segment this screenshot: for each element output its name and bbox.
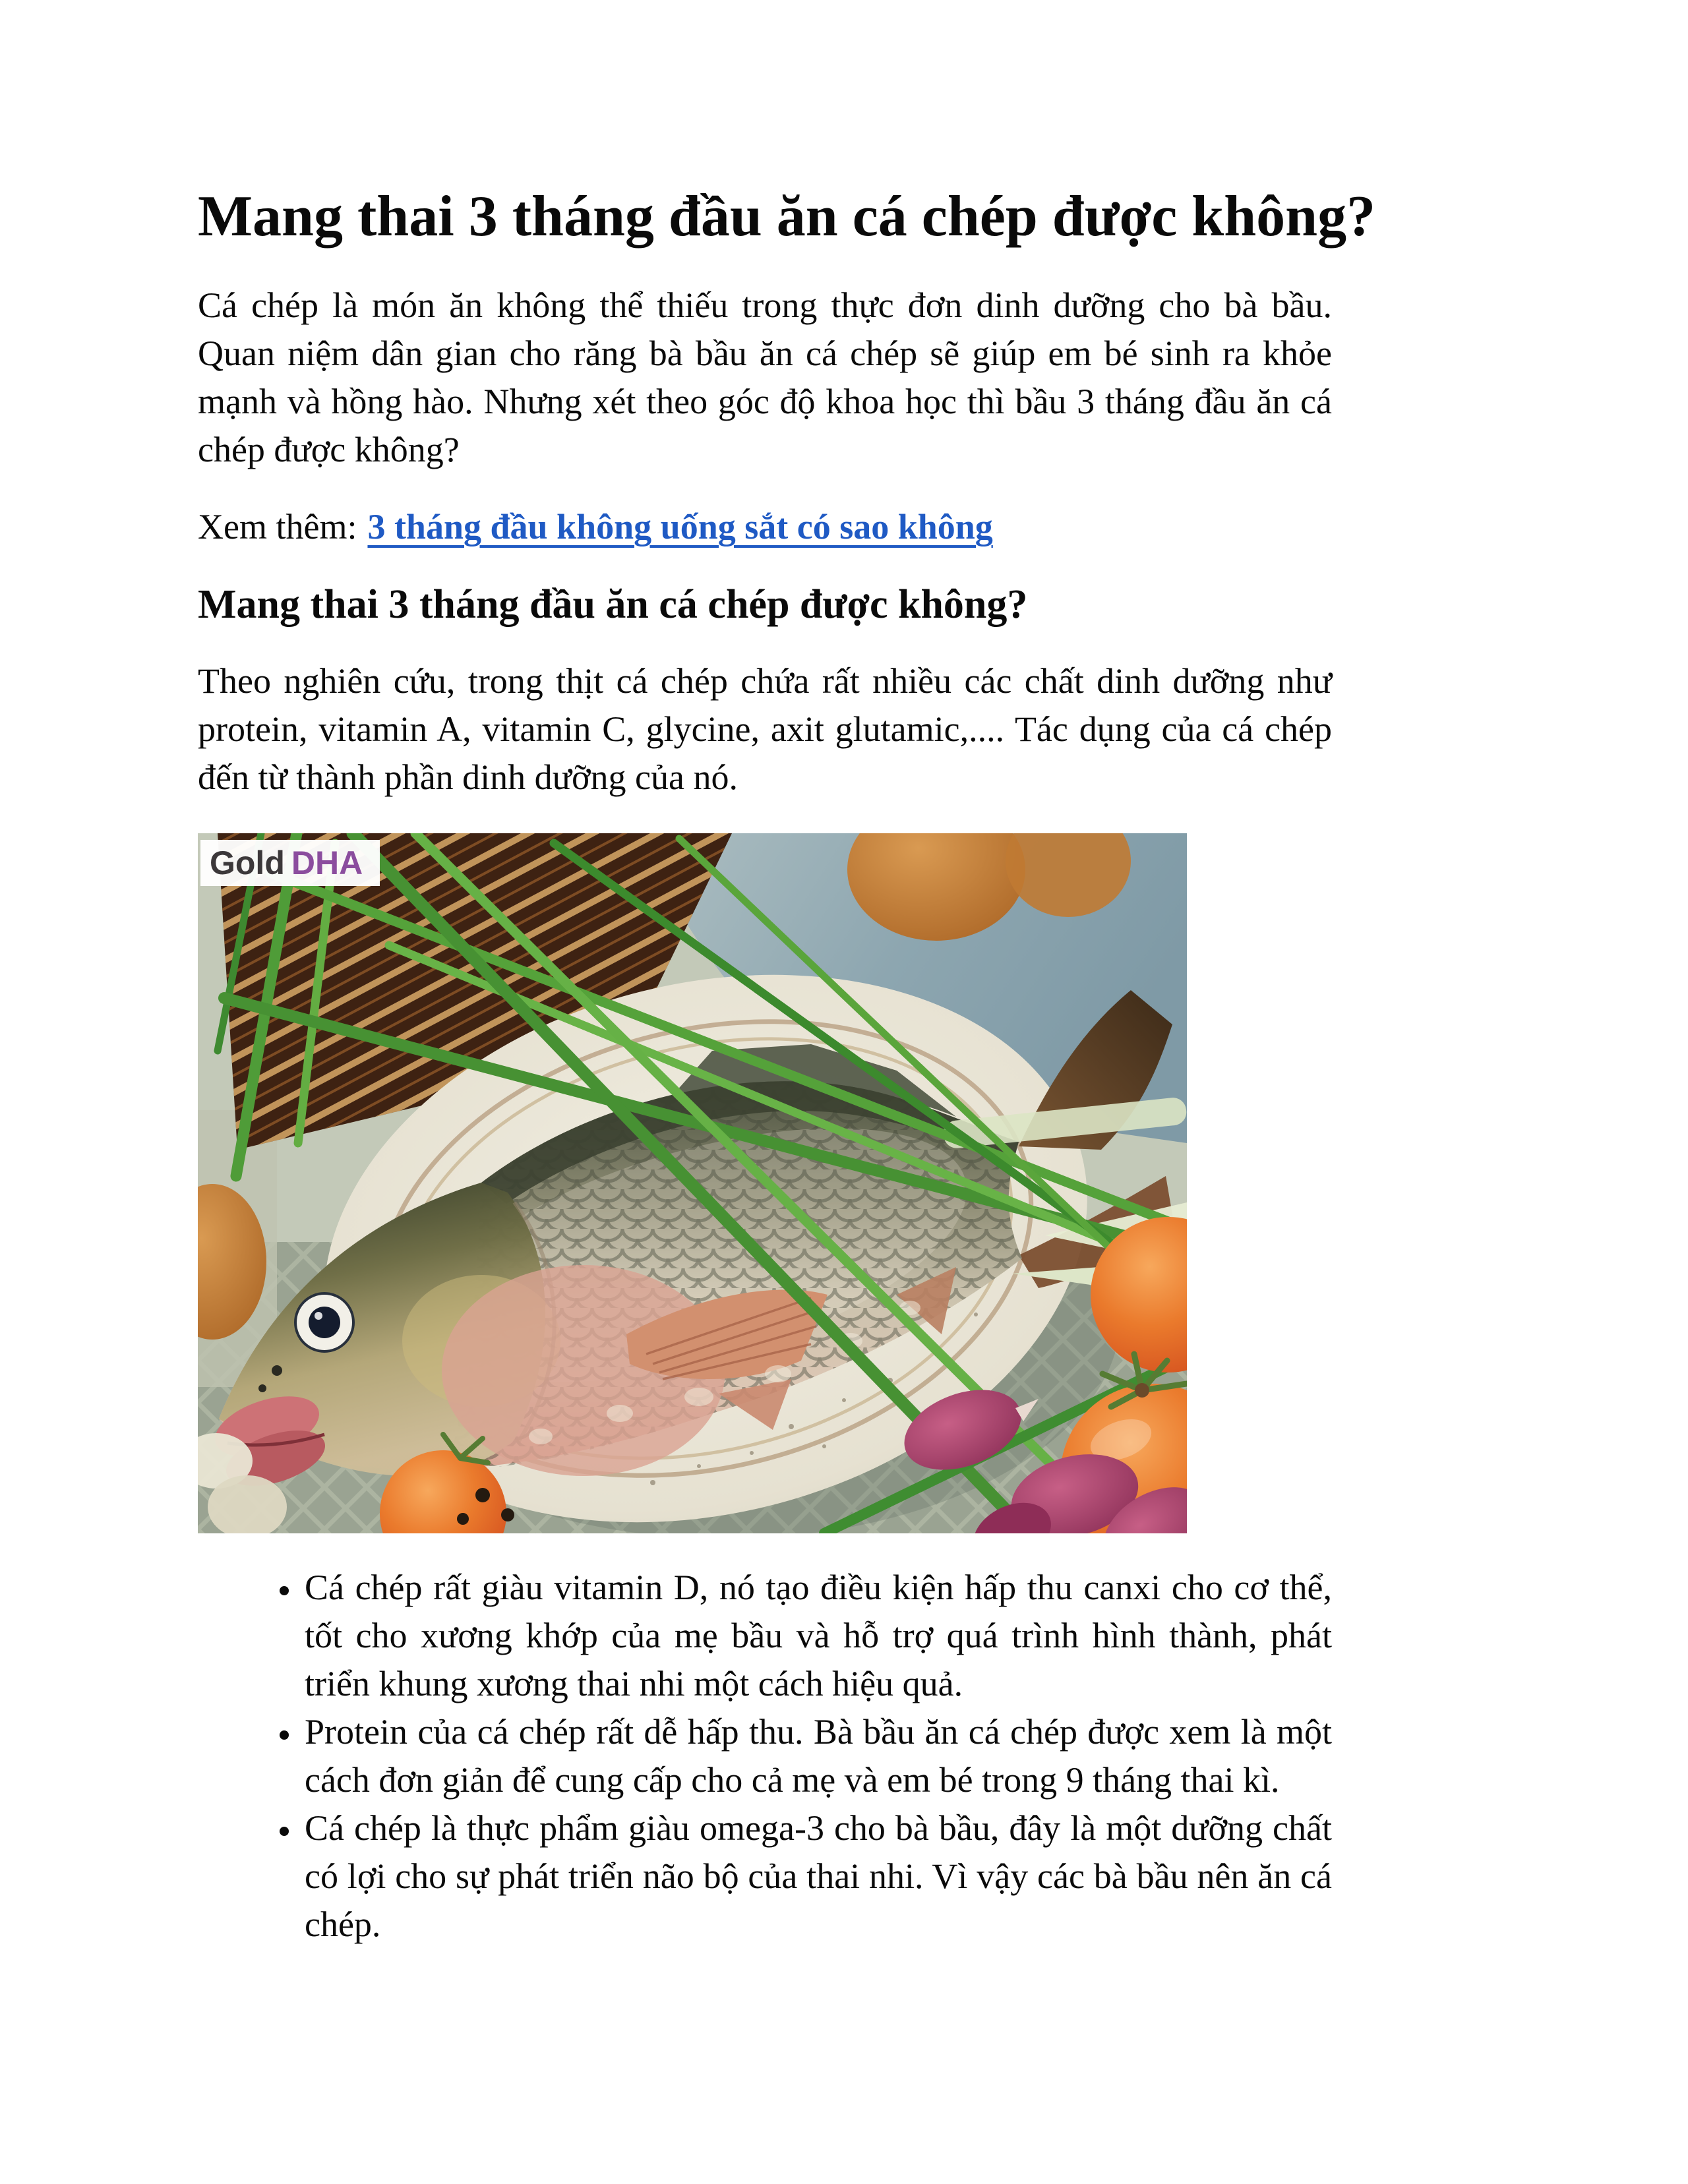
carp-photo: [198, 833, 1187, 1533]
section-paragraph: Theo nghiên cứu, trong thịt cá chép chứa rất nhiều các chất dinh dưỡng như protein, vitamin A, vitamin C, glycine, axit glutamic,.... Tác dụng của cá chép đến từ thành phần dinh dưỡng của nó.: [198, 661, 1332, 797]
watermark-dha-text: DHA: [291, 844, 363, 881]
fish-eye: [295, 1293, 353, 1351]
watermark-gold-text: Gold: [210, 844, 285, 881]
see-more-label: Xem thêm:: [198, 507, 357, 547]
benefit-list: [198, 1564, 1332, 1949]
section-heading: Mang thai 3 tháng đầu ăn cá chép được không?: [198, 582, 1028, 628]
carp-photo-illustration: [198, 833, 1187, 1533]
page-title: Mang thai 3 tháng đầu ăn cá chép được không?: [198, 185, 1376, 249]
see-more-link[interactable]: 3 tháng đầu không uống sắt có sao không: [367, 507, 993, 547]
intro-paragraph: Cá chép là món ăn không thể thiếu trong thực đơn dinh dưỡng cho bà bầu. Quan niệm dân gian cho răng bà bầu ăn cá chép sẽ giúp em bé sinh ra khỏe mạnh và hồng hào. Nhưng xét theo góc độ khoa học thì bầu 3 tháng đầu ăn cá chép được không?: [198, 285, 1332, 470]
list-item-vitamin-d: • Cá chép rất giàu vitamin D, nó tạo điều kiện hấp thu canxi cho cơ thể, tốt cho xương khớp của mẹ bầu và hỗ trợ quá trình hình thành, phát triển khung xương thai nhi một cách hiệu quả.: [302, 1564, 1332, 1708]
see-more-line: [198, 503, 1332, 551]
watermark-label: [200, 840, 380, 886]
list-item-omega3: • Cá chép là thực phẩm giàu omega-3 cho bà bầu, đây là một dưỡng chất có lợi cho sự phát triển não bộ của thai nhi. Vì vậy các bà bầu nên ăn cá chép.: [302, 1804, 1332, 1949]
list-item-protein: • Protein của cá chép rất dễ hấp thu. Bà bầu ăn cá chép được xem là một cách đơn giản để cung cấp cho cả mẹ và em bé trong 9 tháng thai kì.: [302, 1708, 1332, 1804]
